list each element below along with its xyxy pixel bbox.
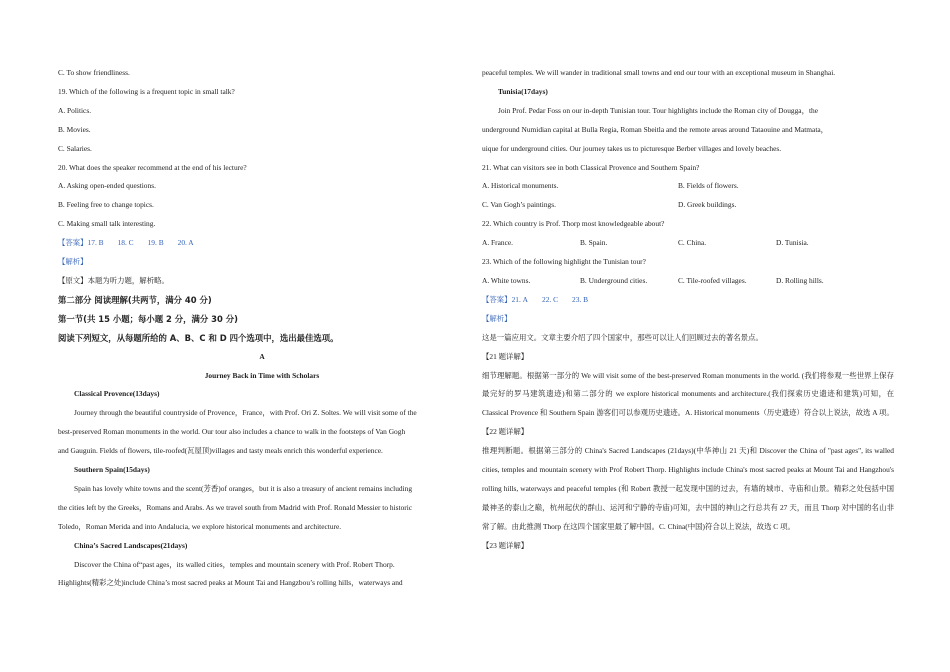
analysis-label-left: 【解析】 [58, 257, 88, 267]
q19-option-a: A. Politics. [58, 105, 92, 115]
spain-title: Southern Spain(15days) [74, 465, 150, 475]
provence-title: Classical Provence(13days) [74, 389, 160, 399]
q23-options [482, 272, 894, 291]
part2-heading: 第二部分 阅读理解(共两节，满分 40 分) [58, 294, 212, 305]
passage-title: Journey Back in Time with Scholars [204, 370, 320, 380]
answer-20: 20. A [177, 238, 194, 248]
section1-heading: 第一节(共 15 小题；每小题 2 分，满分 30 分) [58, 313, 238, 324]
spain-line-1: Spain has lovely white towns and the scent(芳香)of oranges，but it is also a treasury of ancient remains including [74, 483, 413, 493]
q22-option-b: B. Spain. [580, 238, 608, 248]
q22-detail: 推理判断题。根据第三部分的 China's Sacred Landscapes (21days)(中华神山 21 天)和 Discover the China of "past ages", its walled cities, temples and mountain scenery with Prof Robert Thorp. Highlights include China's most sacred peaks at Mount Tai and Hangzhou's rolling hills, waterways and peaceful temples (和 Robert 教授一起发现中国的过去，有墙的城市、寺庙和山景。精彩之处包括中国最神圣的泰山之巅，杭州起伏的群山、运河和宁静的寺庙)可知，去中国的神山之行总共有 27 天，而且 Thorp 对中国的名山非常了解。由此推测 Thorp 在这四个国家里最了解中国。C. China(中国)符合以上说法，故选 C 项。 [482, 446, 894, 531]
provence-line-3: and Gauguin. Fields of flowers, tile-roofed(瓦屋顶)villages and tasty meals enrich this wonderful experience. [58, 446, 383, 456]
analysis-label-right: 【解析】 [482, 313, 512, 323]
q23-detail-heading: 【23 题详解】 [482, 540, 529, 550]
spain-line-2: the cities left by the Greeks，Romans and Arabs. As we travel south from Madrid with Prof. Ronald Messier to historic [58, 502, 413, 512]
answer-line-right [482, 291, 894, 310]
answer-label: 【答案】 [58, 238, 88, 248]
question-20: 20. What does the speaker recommend at the end of his lecture? [58, 162, 247, 172]
q21-options-row-2 [482, 196, 894, 215]
tunisia-line-2: underground Numidian capital at Bulla Regia, Roman Sbeitla and the remote areas around Tataouine and Matmata， [482, 124, 829, 134]
question-22: 22. Which country is Prof. Thorp most knowledgeable about? [482, 219, 665, 229]
passage-summary: 这是一篇应用文。文章主要介绍了四个国家中，那些可以让人们回顾过去的著名景点。 [482, 332, 763, 342]
q21-option-d: D. Greek buildings. [678, 200, 737, 210]
china-continuation: peaceful temples. We will wander in traditional small towns and end our tour with an exceptional museum in Shanghai. [482, 68, 836, 77]
answer-label: 【答案】 [482, 294, 512, 304]
answer-line-left [58, 234, 466, 253]
provence-line-2: best-preserved Roman monuments in the world. Our tour also includes a chance to walk in the footsteps of Van Gogh [58, 427, 406, 437]
q21-options-row-1 [482, 177, 894, 196]
spain-line-3: Toledo，Roman Merida and into Andalucia, we explore historical monuments and architecture. [58, 521, 342, 531]
answer-17: 17. B [87, 238, 104, 248]
q22-detail-heading: 【22 题详解】 [482, 427, 529, 437]
answer-21: 21. A [511, 294, 529, 304]
q23-option-d: D. Rolling hills. [776, 275, 824, 285]
china-title: China’s Sacred Landscapes(21days) [74, 540, 188, 550]
question-21: 21. What can visitors see in both Classical Provence and Southern Spain? [482, 162, 700, 172]
q19-option-c: C. Salaries. [58, 143, 92, 153]
q23-option-c: C. Tile-roofed villages. [678, 275, 747, 285]
answer-23: 23. B [572, 294, 589, 304]
right-column [482, 64, 894, 556]
q21-detail-heading: 【21 题详解】 [482, 351, 529, 361]
tunisia-line-3: uique for underground cities. Our journey takes us to picturesque Berber villages and lovely beaches. [482, 143, 782, 153]
answer-18: 18. C [117, 238, 134, 248]
q19-option-b: B. Movies. [58, 124, 91, 134]
china-line-2: Highlights(精彩之处)include China’s most sacred peaks at Mount Tai and Hangzbou’s rolling hills，waterways and [58, 578, 403, 588]
reading-instruction: 阅读下列短文，从每题所给的 A、B、C 和 D 四个选项中，选出最佳选项。 [58, 332, 339, 343]
answer-19: 19. B [147, 238, 164, 248]
q22-option-c: C. China. [678, 238, 707, 248]
q20-option-a: A. Asking open-ended questions. [58, 181, 156, 191]
q20-option-b: B. Feeling free to change topics. [58, 200, 154, 210]
q20-option-c: C. Making small talk interesting. [58, 219, 156, 229]
q21-option-b: B. Fields of flowers. [678, 181, 739, 191]
q23-option-b: B. Underground cities. [580, 275, 648, 285]
q21-option-c: C. Van Gogh’s paintings. [482, 200, 556, 210]
question-19: 19. Which of the following is a frequent topic in small talk? [58, 86, 235, 96]
tunisia-line-1: Join Prof. Pedar Foss on our in-depth Tunisian tour. Tour highlights include the Roman city of Dougga，the [498, 105, 819, 115]
q22-option-a: A. France. [482, 238, 513, 248]
passage-letter: A [259, 351, 265, 361]
q21-option-a: A. Historical monuments. [482, 181, 559, 191]
q21-detail: 细节理解题。根据第一部分的 We will visit some of the best-preserved Roman monuments in the world. (我们将参观一些世界上保存最完好的罗马建筑遗迹)和第二部分的 we explore historical monuments and architecture.(我们探索历史遗迹和建筑)可知，在 Classical Provence 和 Southern Spain 游客们可以参观历史遗迹。A. Historical monuments（历史遗迹）符合以上说法，故选 A 项。 [482, 370, 894, 418]
answer-22: 22. C [542, 294, 559, 304]
tunisia-title: Tunisia(17days) [498, 86, 548, 96]
provence-line-1: Journey through the beautiful countryside of Provence，France，with Prof. Ori Z. Soltes. We will visit some of the [74, 408, 417, 418]
china-line-1: Discover the China of“past ages，its walled cities，temples and mountain scenery with Prof. Robert Thorp. [74, 559, 395, 569]
q22-option-d: D. Tunisia. [776, 238, 809, 248]
question-23: 23. Which of the following highlight the Tunisian tour? [482, 257, 646, 267]
q22-options [482, 234, 894, 253]
q23-option-a: A. White towns. [482, 275, 531, 285]
original-note: 【原文】本题为听力题，解析略。 [58, 275, 169, 285]
left-column [58, 64, 466, 593]
q18-option-c: C. To show friendliness. [58, 68, 130, 77]
